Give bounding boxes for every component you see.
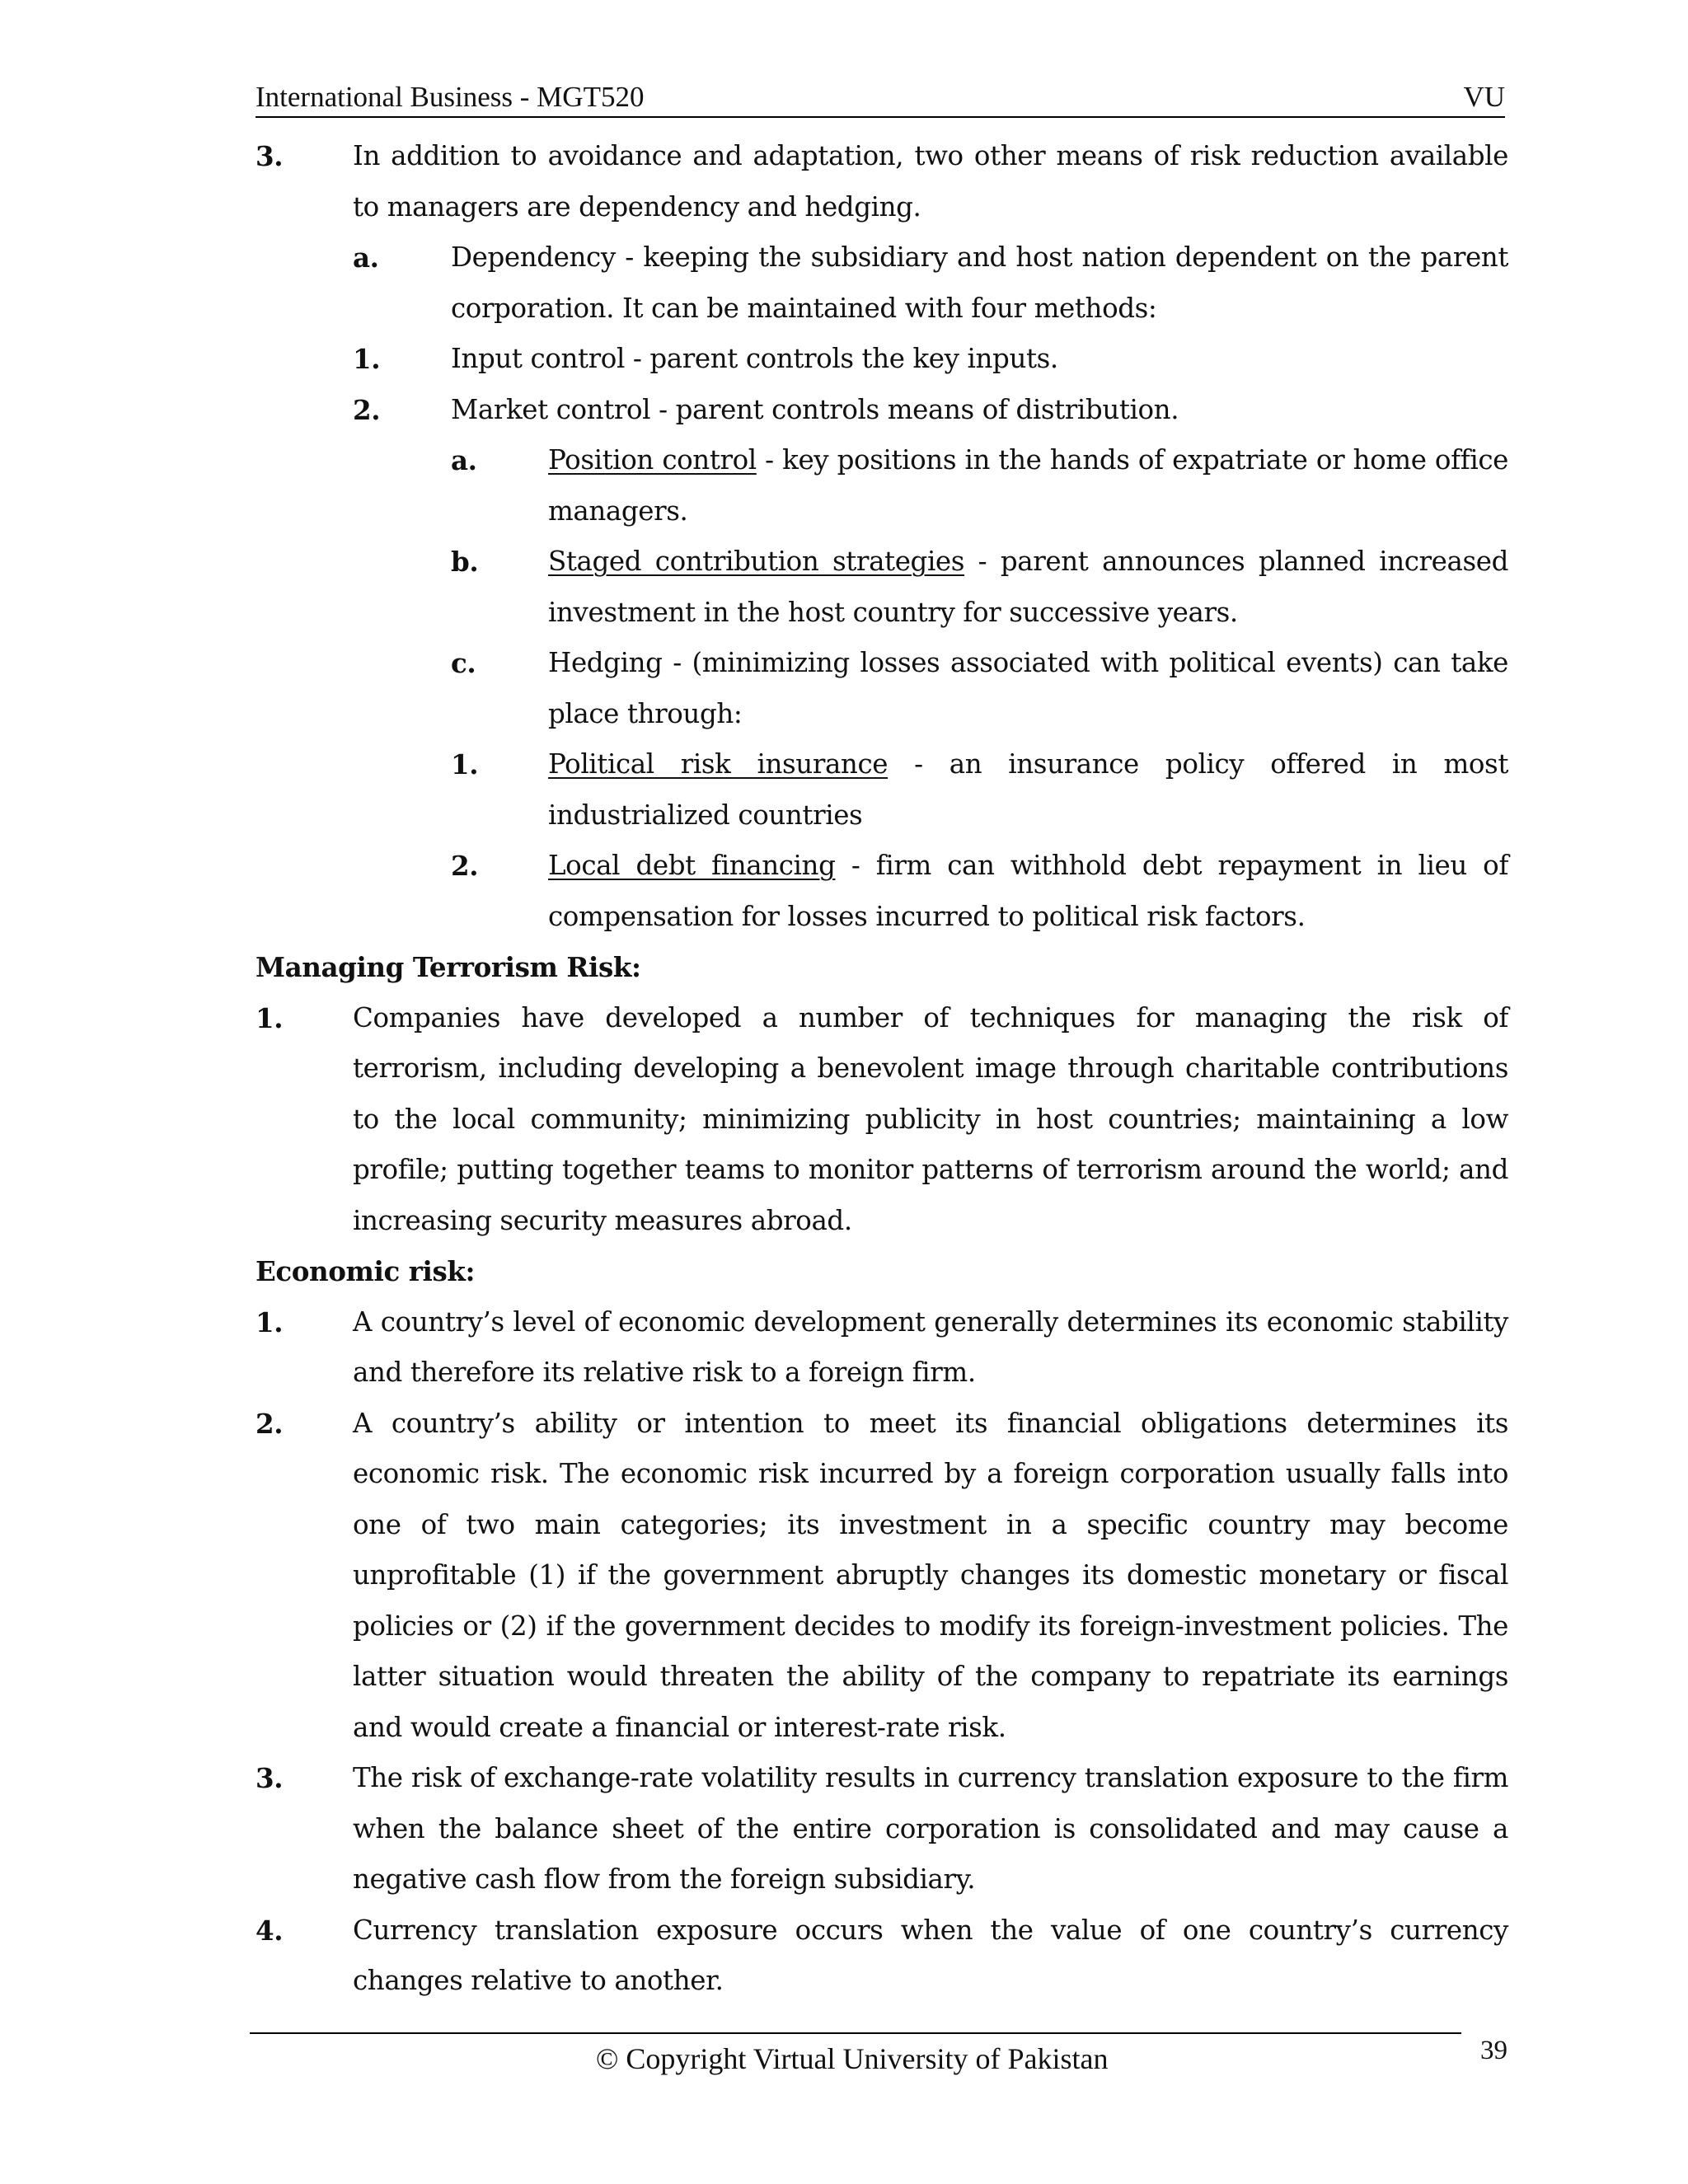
copyright-notice: © Copyright Virtual University of Pakistan <box>596 2042 1109 2075</box>
list-item-local-debt-financing <box>256 841 1508 942</box>
institution-label: VU <box>1463 81 1505 113</box>
list-item-market-control <box>256 385 1508 436</box>
list-item-input-control <box>256 334 1508 385</box>
item-letter: c. <box>451 647 476 679</box>
item-text: The risk of exchange-rate volatility results in currency translation exposure to the firm when the balance sheet of the entire corporation is consolidated and may cause a negative cash flow from the foreign subsidiary. <box>353 1762 1508 1895</box>
item-number: 3. <box>256 1762 284 1794</box>
item-number: 3. <box>256 140 284 172</box>
list-item-economic-1 <box>256 1297 1508 1399</box>
section-heading-economic: Economic risk: <box>256 1255 476 1287</box>
item-text: A country’s level of economic development generally determines its economic stability and therefore its relative risk to a foreign firm. <box>353 1305 1508 1388</box>
item-text <box>548 537 1508 638</box>
item-letter: a. <box>353 241 379 274</box>
item-number: 4. <box>256 1914 284 1947</box>
item-letter: b. <box>451 546 479 578</box>
item-number: 2. <box>451 850 479 882</box>
term-description: - an insurance policy offered in most industrialized countries <box>548 748 1508 831</box>
list-item-economic-2 <box>256 1399 1508 1754</box>
list-item-hedging <box>256 638 1508 739</box>
term-staged-contribution: Staged contribution strategies <box>548 546 965 577</box>
item-text: Input control - parent controls the key inputs. <box>451 343 1058 374</box>
item-text: A country’s ability or intention to meet its financial obligations determines its economic risk. The economic risk incurred by a foreign corporation usually falls into one of two main categories; its investment in a specific country may become unprofitable (1) if the government abruptly changes its domestic monetary or fiscal policies or (2) if the government decides to modify its foreign-investment policies. The latter situation would threaten the ability of the company to repatriate its earnings and would create a financial or interest-rate risk. <box>353 1407 1508 1743</box>
item-text: Dependency - keeping the subsidiary and host nation dependent on the parent corporation. It can be maintained with four methods: <box>451 241 1508 324</box>
page-number: 39 <box>1480 2036 1507 2065</box>
list-item-terrorism-1 <box>256 993 1508 1247</box>
item-number: 2. <box>353 393 381 426</box>
item-text: Hedging - (minimizing losses associated with political events) can take place through: <box>548 647 1508 729</box>
list-item-economic-3 <box>256 1753 1508 1905</box>
term-description: - firm can withhold debt repayment in lieu of compensation for losses incurred to political risk factors. <box>548 850 1508 932</box>
item-number: 1. <box>256 1001 284 1034</box>
page-header <box>256 78 1505 118</box>
item-number: 1. <box>256 1305 284 1338</box>
term-description: - parent announces planned increased investment in the host country for successive years. <box>548 546 1508 628</box>
list-item-risk-reduction <box>256 131 1508 232</box>
course-title: International Business - MGT520 <box>256 81 645 113</box>
list-item-dependency <box>256 232 1508 334</box>
item-text: In addition to avoidance and adaptation, two other means of risk reduction available to managers are dependency and hedging. <box>353 140 1508 223</box>
item-number: 1. <box>451 748 479 780</box>
item-number: 1. <box>353 343 381 375</box>
item-number: 2. <box>256 1407 284 1440</box>
term-political-risk-insurance: Political risk insurance <box>548 748 889 780</box>
list-item-staged-contribution <box>256 537 1508 638</box>
item-text <box>548 739 1508 841</box>
term-description: - key positions in the hands of expatriate or home office managers. <box>548 444 1508 527</box>
item-text: Companies have developed a number of techniques for managing the risk of terrorism, including developing a benevolent image through charitable contributions to the local community; minimizing publicity in host countries; maintaining a low profile; putting together teams to monitor patterns of terrorism around the world; and increasing security measures abroad. <box>353 1001 1508 1236</box>
page-content <box>256 131 1508 2007</box>
list-item-position-control <box>256 435 1508 537</box>
section-heading-terrorism: Managing Terrorism Risk: <box>256 951 641 983</box>
item-text: Market control - parent controls means of distribution. <box>451 393 1179 425</box>
term-position-control: Position control <box>548 444 757 476</box>
item-text <box>548 841 1508 942</box>
list-item-political-risk-insurance <box>256 739 1508 841</box>
item-text: Currency translation exposure occurs when the value of one country’s currency changes relative to another. <box>353 1914 1508 1996</box>
item-letter: a. <box>451 444 477 476</box>
item-text <box>548 435 1508 537</box>
footer-divider <box>250 2032 1461 2034</box>
term-local-debt-financing: Local debt financing <box>548 850 836 881</box>
list-item-economic-4 <box>256 1905 1508 2007</box>
